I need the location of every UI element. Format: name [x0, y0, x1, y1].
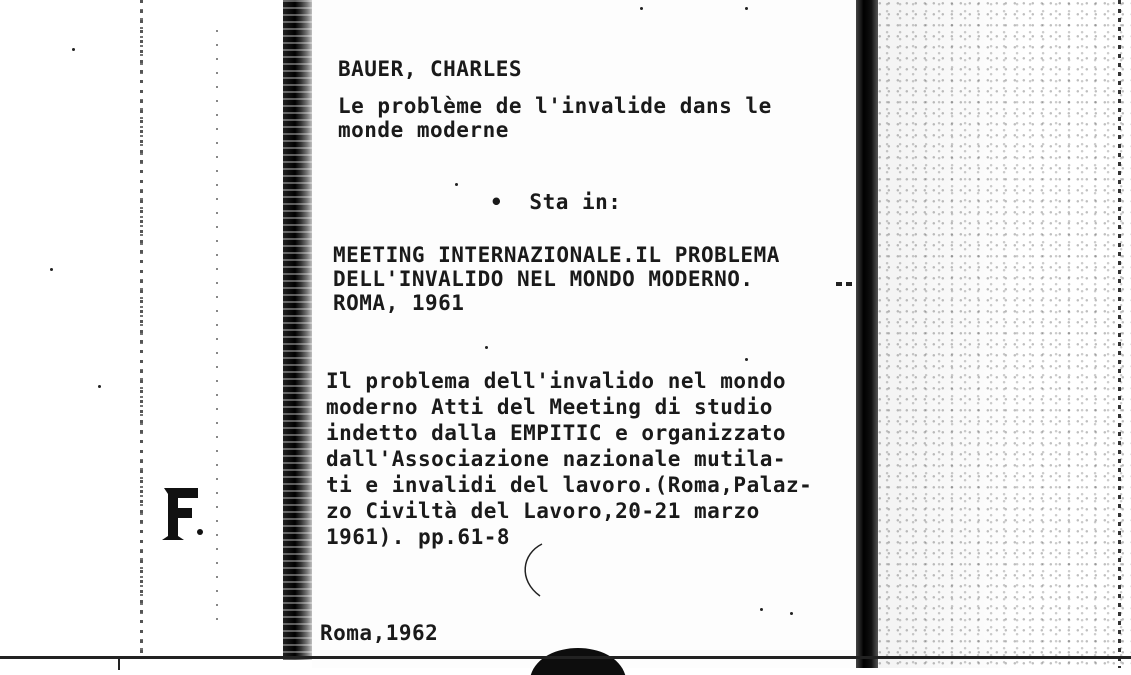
card-in-label: • Sta in:: [490, 190, 622, 214]
card-description-line-5: ti e invalidi del lavoro.(Roma,Palaz-: [326, 473, 813, 497]
card-description-line-3: indetto dalla EMPITIC e organizzato: [326, 421, 787, 445]
card-author: BAUER, CHARLES: [338, 57, 523, 81]
bottom-rule-tick: [118, 656, 120, 670]
card-title-line-1: Le problème de l'invalide dans le: [338, 94, 772, 118]
pen-mark: [512, 540, 552, 600]
left-margin: [140, 0, 290, 660]
speck: [50, 268, 53, 271]
speck: [745, 7, 748, 10]
card-place-year: Roma,1962: [320, 621, 439, 645]
card-meeting-line-1: MEETING INTERNAZIONALE.IL PROBLEMA: [333, 243, 780, 267]
right-margin-dashed-edge: [1118, 0, 1121, 668]
card-meeting-line-2: DELL'INVALIDO NEL MONDO MODERNO.: [333, 267, 754, 291]
card-description-line-4: dall'Associazione nazionale mutila-: [326, 447, 787, 471]
speck: [760, 608, 763, 611]
speck: [455, 183, 458, 186]
library-seal-icon: [528, 628, 628, 675]
card-meeting: [333, 243, 780, 315]
card-description-line-7: 1961). pp.61-8: [326, 525, 511, 549]
bottom-rule: [0, 656, 1131, 659]
card-description: [326, 368, 812, 550]
card-description-line-2: moderno Atti del Meeting di studio: [326, 395, 773, 419]
card-right-dash-marks: [836, 282, 858, 286]
margin-stamp-f-icon: [158, 482, 204, 544]
speck: [790, 612, 793, 615]
left-margin-dashed-edge: [140, 0, 143, 660]
speck: [98, 385, 101, 388]
card-description-line-1: Il problema dell'invalido nel mondo: [326, 369, 787, 393]
speck: [640, 7, 643, 10]
card-right-binding-edge: [856, 0, 878, 668]
card-meeting-line-3: ROMA, 1961: [333, 291, 465, 315]
speck: [745, 358, 748, 361]
card-description-line-6: zo Civiltà del Lavoro,20-21 marzo: [326, 499, 760, 523]
card-left-binding-edge: [283, 0, 313, 660]
card-title-line-2: monde moderne: [338, 118, 509, 142]
speck: [485, 346, 488, 349]
left-margin-inner-dashes: [216, 30, 218, 630]
card-title: [338, 94, 772, 142]
right-margin: [878, 0, 1131, 668]
speck: [72, 48, 75, 51]
